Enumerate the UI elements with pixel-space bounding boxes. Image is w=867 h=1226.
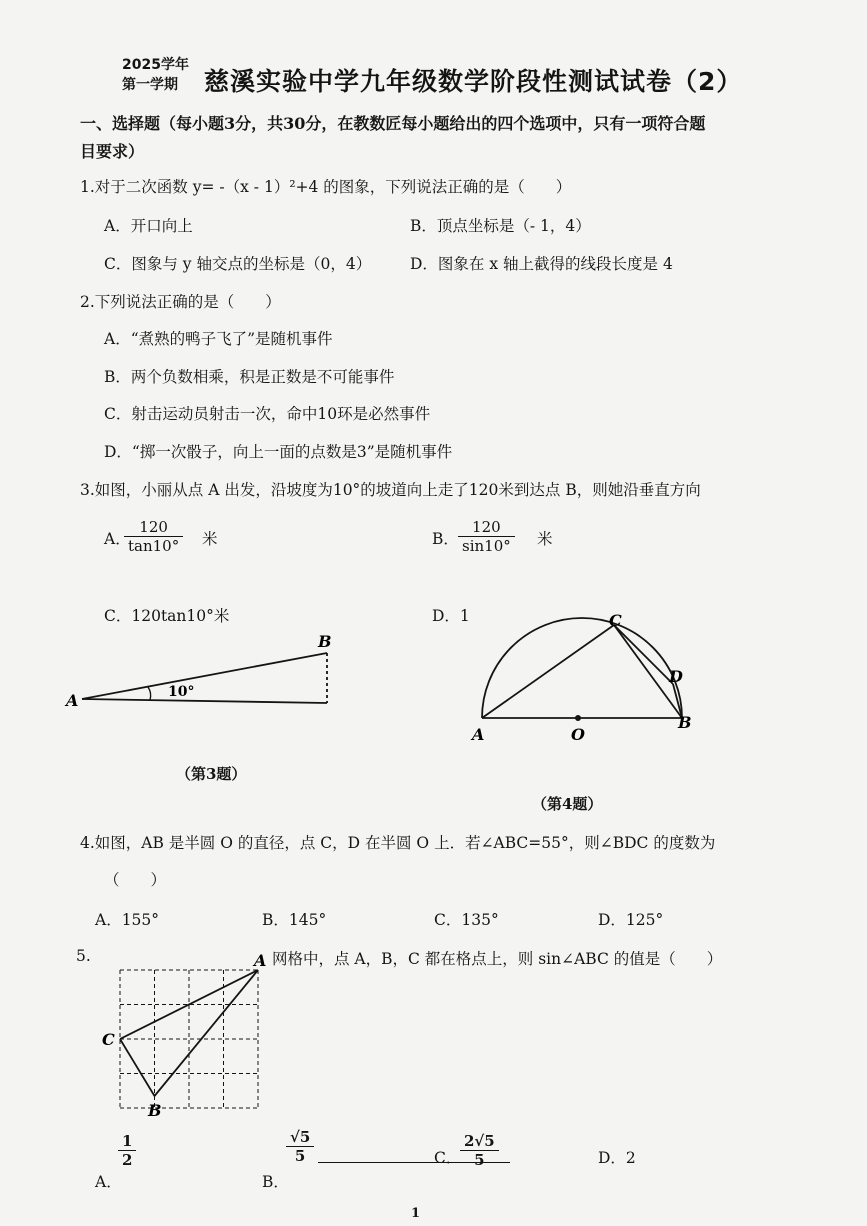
q4-label-a: A — [472, 725, 485, 744]
q4-option-a: A．155° — [95, 911, 160, 929]
q3-option-c: C．120tan10°米 — [104, 607, 230, 625]
q4-label-b: B — [678, 713, 692, 732]
q3-a-unit: 米 — [202, 530, 218, 548]
q5-c-denominator: 5 — [474, 1151, 485, 1169]
q3-option-d: D．1 — [432, 607, 470, 625]
q5-option-b-fraction — [286, 1128, 314, 1165]
q5-option-c-fraction — [460, 1132, 499, 1169]
q1-option-c: C．图象与 y 轴交点的坐标是（0，4） — [104, 255, 372, 273]
q3-option-a-label: A． — [104, 530, 131, 548]
q2-option-b: B．两个负数相乘，积是正数是不可能事件 — [104, 368, 395, 386]
q1-option-d: D．图象在 x 轴上截得的线段长度是 4 — [410, 255, 673, 273]
q3-b-unit: 米 — [537, 530, 553, 548]
q5-b-numerator: √5 — [286, 1128, 314, 1147]
q5-c-numerator: 2√5 — [460, 1132, 499, 1151]
q3-stem: 3.如图，小丽从点 A 出发，沿坡度为10°的坡道向上走了120米到达点 B，则她沿垂直方向 — [80, 481, 701, 499]
q5-option-a-fraction — [118, 1132, 136, 1169]
q5-stem: 网格中，点 A，B，C 都在格点上，则 sin∠ABC 的值是（ ） — [272, 950, 723, 968]
q4-blank: （ ） — [104, 871, 167, 889]
q5-label-a: A — [254, 951, 267, 970]
q2-option-c: C．射击运动员射击一次，命中10环是必然事件 — [104, 405, 431, 423]
q4-label-d: D — [669, 667, 683, 686]
q5-label-b: B — [148, 1101, 162, 1120]
q3-a-numerator: 120 — [124, 518, 183, 537]
q2-option-d: D．“掷一次骰子，向上一面的点数是3”是随机事件 — [104, 443, 453, 461]
q2-stem: 2.下列说法正确的是（ ） — [80, 293, 281, 311]
q5-option-a-label: A． — [95, 1173, 122, 1191]
q4-option-c: C．135° — [434, 911, 499, 929]
q5-option-d: D．2 — [598, 1149, 636, 1167]
q3-label-b: B — [318, 632, 332, 651]
q3-slope-figure — [60, 625, 350, 715]
q1-stem: 1.对于二次函数 y= -（x - 1）²+4 的图象，下列说法正确的是（ ） — [80, 178, 572, 196]
q4-option-d: D．125° — [598, 911, 664, 929]
school-term: 第一学期 — [122, 77, 178, 93]
q5-option-c-label: C． — [434, 1149, 462, 1167]
q4-label-o: O — [571, 725, 585, 744]
q5-grid-figure — [96, 948, 278, 1120]
school-year: 2025学年 — [122, 57, 189, 73]
q1-option-b: B．顶点坐标是（- 1，4） — [410, 217, 591, 235]
q3-option-b-label: B． — [432, 530, 459, 548]
page-title: 慈溪实验中学九年级数学阶段性测试试卷（2） — [204, 67, 743, 96]
q4-semicircle-figure — [470, 608, 700, 748]
q4-caption: （第4题） — [532, 795, 603, 813]
q3-b-numerator: 120 — [458, 518, 515, 537]
page-number: 1 — [411, 1206, 421, 1221]
q3-angle-label: 10° — [168, 684, 195, 700]
q5-number: 5. — [76, 947, 91, 965]
section-heading: 一、选择题（每小题3分，共30分，在教数匠每小题给出的四个选项中，只有一项符合题 — [80, 114, 706, 133]
q3-option-a-fraction — [124, 518, 183, 555]
q5-a-denominator: 2 — [122, 1151, 133, 1169]
q3-a-denominator: tan10° — [128, 537, 180, 555]
q5-option-b-label: B． — [262, 1173, 289, 1191]
q5-label-c: C — [102, 1030, 115, 1049]
section-heading-cont: 目要求） — [80, 142, 145, 161]
q5-a-numerator: 1 — [118, 1132, 136, 1151]
q3-option-b-fraction — [458, 518, 515, 555]
q1-option-a: A．开口向上 — [104, 217, 193, 235]
q3-caption: （第3题） — [176, 765, 247, 783]
q5-b-denominator: 5 — [294, 1147, 306, 1165]
q2-option-a: A．“煮熟的鸭子飞了”是随机事件 — [104, 330, 333, 348]
q3-b-denominator: sin10° — [462, 537, 511, 555]
q4-stem: 4.如图，AB 是半圆 O 的直径，点 C，D 在半圆 O 上．若∠ABC=55°，则∠BDC 的度数为 — [80, 834, 716, 852]
q4-option-b: B．145° — [262, 911, 327, 929]
q4-label-c: C — [609, 611, 622, 630]
q3-label-a: A — [66, 691, 79, 710]
